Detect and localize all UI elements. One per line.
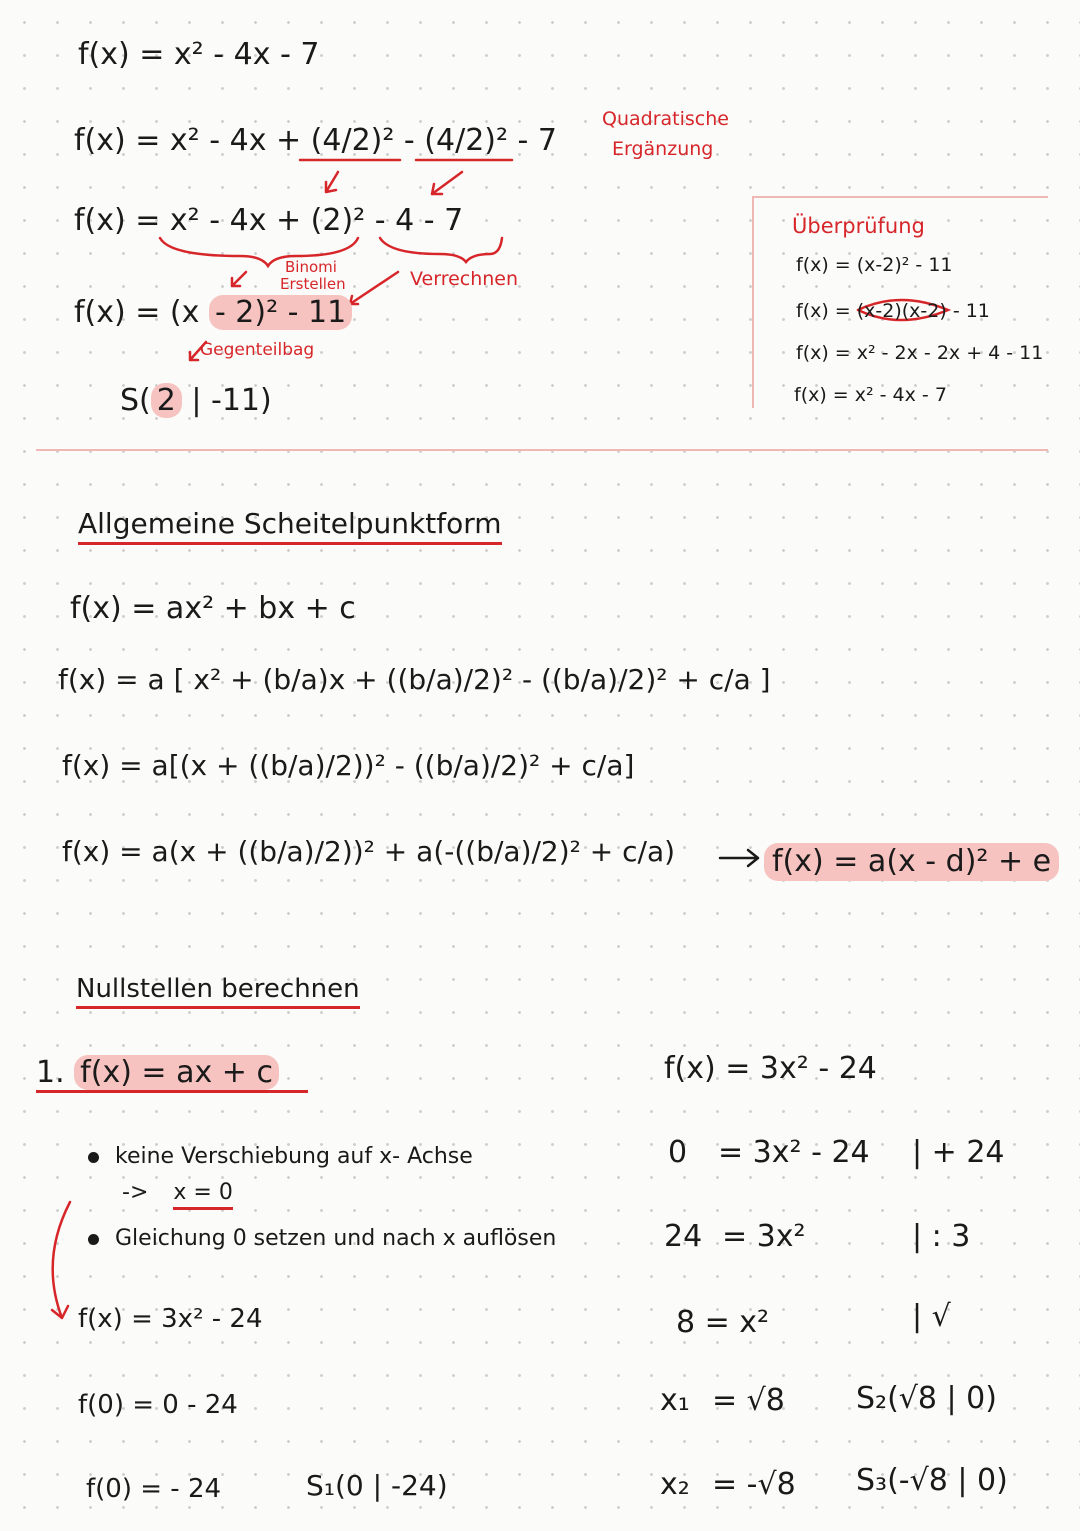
heading-roots xyxy=(76,976,360,1002)
equation-line-4 xyxy=(74,295,352,330)
eq2-suffix: - 7 xyxy=(508,123,557,158)
eq4-prefix: f(x) = (x xyxy=(74,295,209,330)
check-line-3: f(x) = x² - 2x - 2x + 4 - 11 xyxy=(796,342,1044,364)
general-line-2: f(x) = a [ x² + (b/a)x + ((b/a)/2)² - ((b/a)/2)² + c/a ] xyxy=(58,663,771,696)
heading-vertex-form xyxy=(78,507,502,540)
note-quadratic-completion-1: Quadratische xyxy=(602,108,729,130)
x2-value: = -√8 xyxy=(712,1467,796,1502)
check-title: Überprüfung xyxy=(792,214,925,238)
vertex-point xyxy=(120,383,272,418)
note-gegenteil: Gegenteilbag xyxy=(200,340,315,360)
bullet-dot xyxy=(88,1152,99,1163)
example-line-3b: S₁(0 | -24) xyxy=(306,1469,448,1502)
case-number: 1. xyxy=(36,1055,65,1090)
equation-line-2 xyxy=(74,123,557,158)
note-binomi-1: Binomi xyxy=(285,258,337,276)
heading-vertex-form-text: Allgemeine Scheitelpunktform xyxy=(78,507,502,545)
bullet-1-text: keine Verschiebung auf x- Achse xyxy=(115,1144,473,1169)
right-line-1: f(x) = 3x² - 24 xyxy=(664,1051,877,1086)
bullet-1-result xyxy=(122,1182,233,1204)
point-s2: S₂(√8 | 0) xyxy=(856,1381,997,1416)
check-line-4: f(x) = x² - 4x - 7 xyxy=(794,384,947,406)
right-line-3b: = 3x² xyxy=(722,1219,806,1254)
check-line-1: f(x) = (x-2)² - 11 xyxy=(796,254,953,276)
note-binomi-2: Erstellen xyxy=(280,275,346,293)
general-line-1: f(x) = ax² + bx + c xyxy=(70,591,356,626)
right-line-4: 8 = x² xyxy=(676,1305,770,1340)
note-quadratic-completion-2: Ergänzung xyxy=(612,138,714,160)
eq4-highlight: - 2)² - 11 xyxy=(209,295,352,330)
general-line-3: f(x) = a[(x + ((b/a)/2))² - ((b/a)/2)² + c/a] xyxy=(62,749,635,782)
bullet-1-value: x = 0 xyxy=(173,1180,232,1210)
equation-line-1: f(x) = x² - 4x - 7 xyxy=(78,37,320,72)
bullet-1 xyxy=(88,1146,473,1168)
bullet-1-arrow: -> xyxy=(122,1180,149,1205)
x1-label: x₁ xyxy=(660,1383,690,1418)
example-line-2: f(0) = 0 - 24 xyxy=(78,1390,238,1420)
example-line-3a: f(0) = - 24 xyxy=(86,1474,222,1504)
x2-label: x₂ xyxy=(660,1467,690,1502)
note-verrechnen: Verrechnen xyxy=(410,268,519,290)
x1-value: = √8 xyxy=(712,1383,785,1418)
bullet-dot xyxy=(88,1234,99,1245)
equation-line-3: f(x) = x² - 4x + (2)² - 4 - 7 xyxy=(74,203,464,238)
right-line-3a: 24 xyxy=(664,1219,703,1254)
right-line-3-op: | : 3 xyxy=(912,1219,971,1254)
case-underline xyxy=(36,1090,308,1093)
eq2-term2: (4/2)² xyxy=(424,123,509,158)
eq2-term1: (4/2)² xyxy=(310,123,395,158)
heading-roots-text: Nullstellen berechnen xyxy=(76,974,360,1009)
eq2-minus: - xyxy=(394,123,425,158)
point-s3: S₃(-√8 | 0) xyxy=(856,1463,1008,1498)
eq2-prefix: f(x) = x² - 4x + xyxy=(74,123,311,158)
vertex-highlight: 2 xyxy=(151,383,182,418)
right-line-2-op: | + 24 xyxy=(912,1135,1005,1170)
check-line-2: f(x) = (x-2)(x-2) - 11 xyxy=(796,300,990,322)
vertex-prefix: S( xyxy=(120,383,151,418)
general-line-4: f(x) = a(x + ((b/a)/2))² + a(-((b/a)/2)² + c/a) xyxy=(62,835,676,868)
example-line-1: f(x) = 3x² - 24 xyxy=(78,1304,263,1334)
bullet-2 xyxy=(88,1228,556,1250)
right-line-2b: = 3x² - 24 xyxy=(718,1135,870,1170)
case-formula: f(x) = ax + c xyxy=(74,1055,279,1090)
bullet-2-text: Gleichung 0 setzen und nach x auflösen xyxy=(115,1226,557,1251)
case-1 xyxy=(36,1055,279,1090)
right-line-4-op: | √ xyxy=(912,1299,951,1334)
vertex-suffix: | -11) xyxy=(181,383,272,418)
general-result: f(x) = a(x - d)² + e xyxy=(764,843,1059,881)
right-line-2a: 0 xyxy=(668,1135,688,1170)
